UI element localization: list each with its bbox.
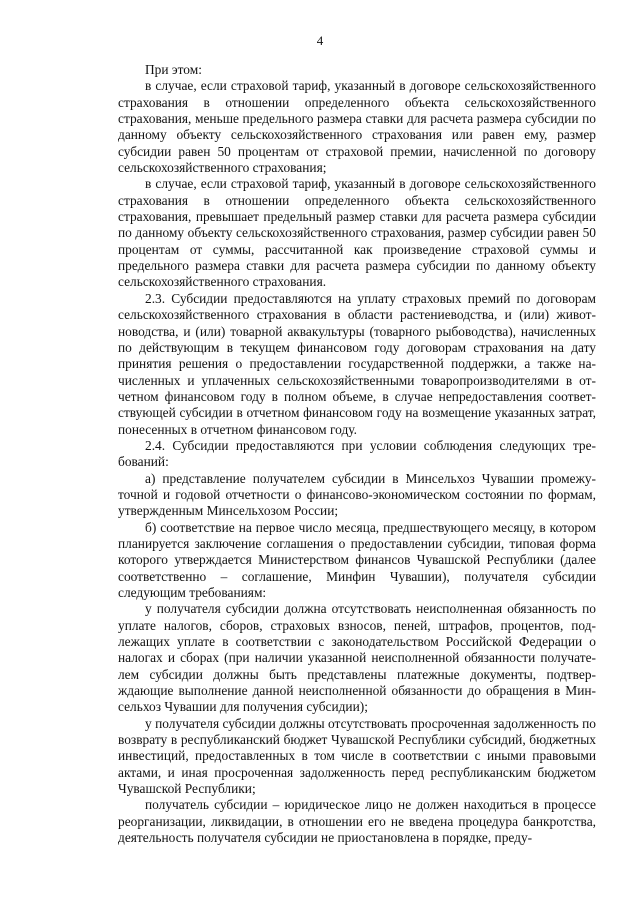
paragraph-item-b: б) соответствие на первое число месяца, предшествующего месяцу, в котором планируется заключение соглашения о предоставлении субсидии, типовая форма которого утверждается Министерством финансов Чувашской Республики (далее соответственно – соглашение, Минфин Чувашии), получателя субсидии следующим требованиям:	[118, 519, 596, 600]
paragraph-2-4: 2.4. Субсидии предоставляются при условии соблюдения следующих требований:	[118, 437, 596, 470]
paragraph-tax-obligation: у получателя субсидии должна отсутствовать неисполненная обязанность по уплате налогов, сборов, страховых взносов, пеней, штрафов, процентов, подлежащих уплате в соответствии с законодательством Российской Федерации о налогах и сборах (при наличии указанной неисполненной обязанности получателем субсидии должны быть представлены платежные документы, подтверждающие выполнение данной неисполненной обязанности до обращения в Минсельхоз Чувашии для получения субсидии);	[118, 601, 596, 715]
paragraph-item-a: а) представление получателем субсидии в Минсельхоз Чувашии промежуточной и годовой отчетности о финансово-экономическом состоянии по формам, утвержденным Минсельхозом России;	[118, 470, 596, 519]
paragraph-case-exceeds: в случае, если страховой тариф, указанный в договоре сельскохозяйственного страхования в отношении определенного объекта сельскохозяйственного страхования, превышает предельный размер ставки для расчета размера субсидии по данному объекту сельскохозяйственного страхования, размер субсидии равен 50 процентам от суммы, рассчитанной как произведение страховой суммы и предельного размера ставки для расчета размера субсидии по данному объекту сельскохозяйственного страхования.	[118, 176, 596, 290]
paragraph-case-less: в случае, если страховой тариф, указанный в договоре сельскохозяйственного страхования в отношении определенного объекта сельскохозяйственного страхования, меньше предельного размера ставки для расчета размера субсидии по данному объекту сельскохозяйственного страхования или равен ему, размер субсидии равен 50 процентам от страховой премии, начисленной по договору сельскохозяйственного страхования;	[118, 78, 596, 176]
paragraph-legal-entity: получатель субсидии – юридическое лицо не должен находиться в процессе реорганизации, ликвидации, в отношении его не введена процедура банкротства, деятельность получателя субсидии не приостановлена в порядке, преду-	[118, 797, 596, 846]
document-body	[118, 62, 596, 847]
page-number: 4	[316, 33, 324, 48]
paragraph-overdue-debt: у получателя субсидии должны отсутствовать просроченная задолженность по возврату в республиканский бюджет Чувашской Республики субсидий, бюджетных инвестиций, предоставленных в том числе в соответствии с иными правовыми актами, и иная просроченная задолженность перед республиканским бюджетом Чувашской Республики;	[118, 715, 596, 797]
paragraph-intro: При этом:	[145, 62, 202, 77]
paragraph-2-3: 2.3. Субсидии предоставляются на уплату страховых премий по договорам сельскохозяйственного страхования в области растениеводства, и (или) животноводства, и (или) товарной аквакультуры (товарного рыбоводства), начисленных по действующим в текущем финансовом году договорам страхования на дату принятия решения о предоставлении государственной поддержки, а также начисленных и уплаченных сельскохозяйственными товаропроизводителями в отчетном финансовом году в полном объеме, в случае непредоставления соответствующей субсидии в отчетном финансовом году на возмещение указанных затрат, понесенных в отчетном финансовом году.	[118, 290, 596, 437]
